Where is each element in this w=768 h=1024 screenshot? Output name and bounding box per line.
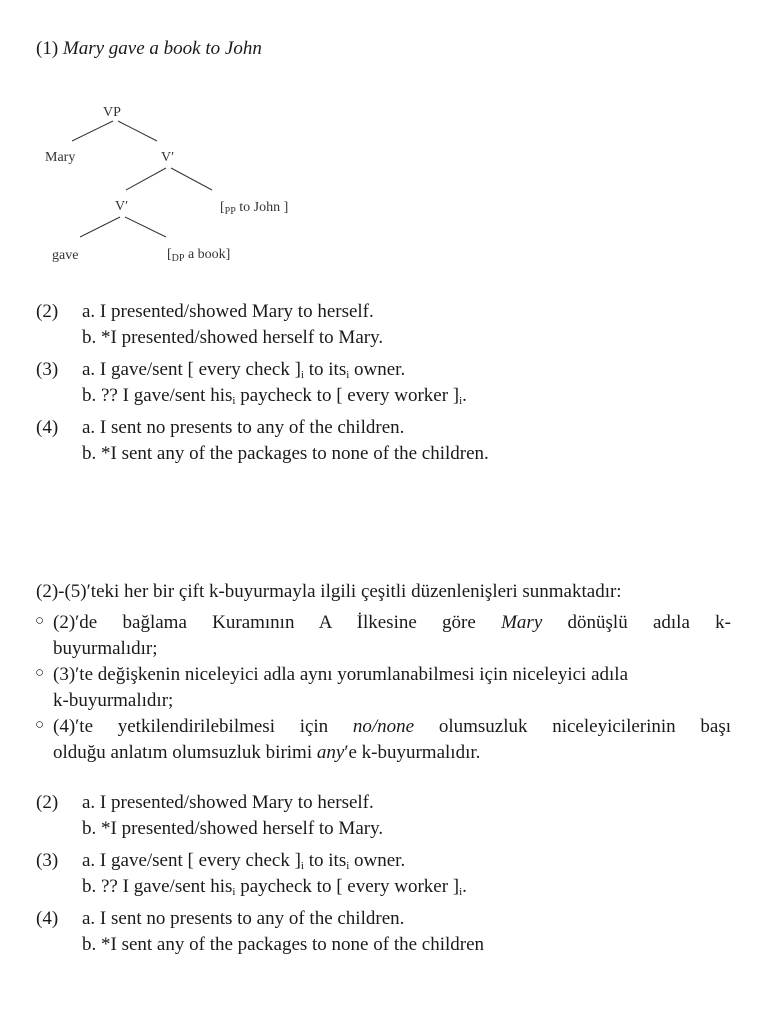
- example-4a: a. I sent no presents to any of the children.: [82, 417, 405, 438]
- bullet-1-line-1: (2)′de bağlama Kuramının A İlkesine göre Mary dönüşlü adıla k-: [53, 612, 731, 633]
- tree-branch-vp-vbar: [118, 121, 157, 141]
- tree-branch-vbar-dp: [125, 217, 166, 237]
- example-3a: a. I gave/sent [ every check ]$_i$ to its$_i$ owner.: [82, 850, 406, 872]
- turkish-intro: (2)-(5)′teki her bir çift k-buyurmayla ilgili çeşitli düzenlenişleri sunmaktadır:: [36, 581, 622, 602]
- tree-node-pp: [$_{PP}$ to John ]: [220, 200, 289, 217]
- syntax-tree: [0, 0, 768, 280]
- example-3-number: (3): [36, 359, 59, 380]
- example-3a: a. I gave/sent [ every check ]$_i$ to its$_i$ owner.: [82, 359, 406, 381]
- example-2a: a. I presented/showed Mary to herself.: [82, 792, 374, 813]
- bullet-2-line-2: k-buyurmalıdır;: [53, 690, 174, 711]
- example-3b: b. ?? I gave/sent his$_i$ paycheck to [ every worker ]$_i$.: [82, 385, 467, 407]
- tree-branch-vbar-gave: [80, 217, 120, 237]
- example-1-number: (1): [36, 38, 59, 59]
- example-4b: b. *I sent any of the packages to none of the children.: [82, 443, 489, 464]
- tree-node-vbar-upper: V′: [161, 150, 175, 165]
- example-2-number: (2): [36, 301, 59, 322]
- bullet-3-line-2: olduğu anlatım olumsuzluk birimi any′e k-buyurmalıdır.: [53, 742, 481, 763]
- tree-node-gave: gave: [52, 248, 79, 263]
- bullet-circle: ○: [35, 717, 45, 733]
- tree-node-vp: VP: [103, 105, 121, 120]
- tree-branch-vbar-vbar: [126, 168, 166, 190]
- bullet-3-line-1: (4)′te yetkilendirilebilmesi için no/none olumsuzluk niceleyicilerinin başı: [53, 716, 731, 737]
- example-3b: b. ?? I gave/sent his$_i$ paycheck to [ every worker ]$_i$.: [82, 876, 467, 898]
- example-2b: b. *I presented/showed herself to Mary.: [82, 327, 384, 348]
- bullet-2-line-1: (3)′te değişkenin niceleyici adla aynı yorumlanabilmesi için niceleyici adıla: [53, 664, 629, 685]
- tree-branch-vp-mary: [72, 121, 113, 141]
- example-3-number: (3): [36, 850, 59, 871]
- tree-node-vbar-lower: V′: [115, 199, 129, 214]
- example-2a: a. I presented/showed Mary to herself.: [82, 301, 374, 322]
- example-4-number: (4): [36, 417, 59, 438]
- example-4b: b. *I sent any of the packages to none of the children: [82, 934, 485, 955]
- example-4-number: (4): [36, 908, 59, 929]
- tree-node-mary: Mary: [45, 150, 76, 165]
- bullet-circle: ○: [35, 665, 45, 681]
- bullet-circle: ○: [35, 613, 45, 629]
- bullet-1-line-2: buyurmalıdır;: [53, 638, 158, 659]
- example-2b: b. *I presented/showed herself to Mary.: [82, 818, 384, 839]
- tree-node-dp: [$_{DP}$ a book]: [167, 247, 231, 264]
- example-1-sentence: Mary gave a book to John: [62, 38, 262, 59]
- example-4a: a. I sent no presents to any of the children.: [82, 908, 405, 929]
- example-2-number: (2): [36, 792, 59, 813]
- tree-branch-vbar-pp: [171, 168, 212, 190]
